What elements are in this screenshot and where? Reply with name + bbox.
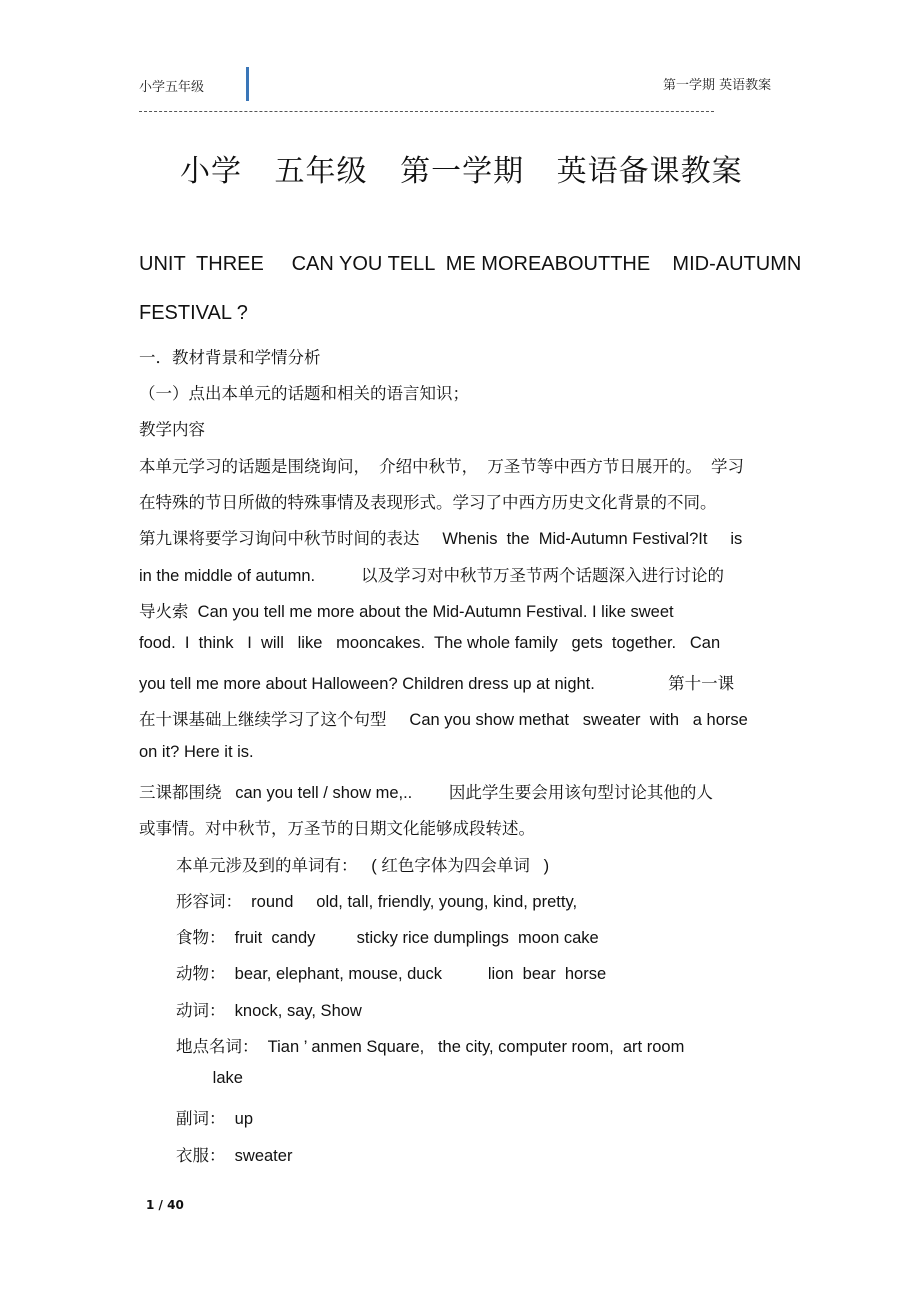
vocab-adjectives: 形容词： round old, tall, friendly, young, kind, pretty, bbox=[176, 893, 578, 911]
paragraph-line: 三课都围绕 can you tell / show me,.. 因此学生要会用该句型讨论其他的人 bbox=[139, 784, 713, 802]
vocab-clothes: 衣服： sweater bbox=[176, 1147, 293, 1165]
vocab-intro: 本单元涉及到的单词有： ( 红色字体为四会单词 ) bbox=[176, 857, 550, 875]
header-rule bbox=[139, 111, 714, 112]
title-part: 第一学期 bbox=[400, 154, 525, 189]
vocab-places: 地点名词： Tian ’ anmen Square, the city, computer room, art room bbox=[176, 1038, 685, 1056]
header-right: 第一学期 英语教案 bbox=[663, 78, 772, 93]
paragraph-label: 教学内容 bbox=[139, 421, 205, 439]
paragraph-line: 第九课将要学习询问中秋节时间的表达 Whenis the Mid-Autumn Festival?It is bbox=[139, 530, 743, 548]
unit-title-line1: UNIT THREE CAN YOU TELL ME MOREABOUTTHE MID-AUTUMN bbox=[139, 253, 802, 275]
paragraph-line: on it? Here it is. bbox=[139, 743, 254, 761]
vocab-verbs: 动词： knock, say, Show bbox=[176, 1002, 362, 1020]
header-left: 小学五年级 bbox=[139, 80, 205, 95]
section-heading: 一．教材背景和学情分析 bbox=[139, 349, 321, 367]
title-part: 小学 bbox=[180, 154, 242, 189]
paragraph-line: 导火索 Can you tell me more about the Mid-Autumn Festival. I like sweet bbox=[139, 603, 674, 621]
header-divider bbox=[246, 67, 249, 101]
vocab-adverbs: 副词： up bbox=[176, 1110, 254, 1128]
paragraph-line: food. I think I will like mooncakes. The whole family gets together. Can bbox=[139, 634, 721, 652]
paragraph-line: 在十课基础上继续学习了这个句型 Can you show methat sweater with a horse bbox=[139, 711, 748, 729]
paragraph-line: you tell me more about Halloween? Children dress up at night. 第十一课 bbox=[139, 675, 735, 693]
paragraph-line: 在特殊的节日所做的特殊事情及表现形式。学习了中西方历史文化背景的不同。 bbox=[139, 494, 717, 512]
vocab-places-cont: lake bbox=[176, 1069, 243, 1087]
subsection-heading: （一）点出本单元的话题和相关的语言知识； bbox=[139, 385, 469, 403]
vocab-animals: 动物： bear, elephant, mouse, duck lion bear horse bbox=[176, 965, 607, 983]
page-title bbox=[180, 146, 743, 190]
title-part: 五年级 bbox=[274, 154, 368, 189]
unit-title-line2: FESTIVAL ? bbox=[139, 302, 248, 324]
paragraph-line: 本单元学习的话题是围绕询问， 介绍中秋节， 万圣节等中西方节日展开的。 学习 bbox=[139, 458, 745, 476]
title-part: 英语备课教案 bbox=[556, 154, 743, 189]
paragraph-line: 或事情。对中秋节，万圣节的日期文化能够成段转述。 bbox=[139, 820, 535, 838]
paragraph-line: in the middle of autumn. 以及学习对中秋节万圣节两个话题深入进行讨论的 bbox=[139, 567, 724, 585]
page-number: 1 / 40 bbox=[146, 1198, 184, 1212]
vocab-food: 食物： fruit candy sticky rice dumplings moon cake bbox=[176, 929, 599, 947]
